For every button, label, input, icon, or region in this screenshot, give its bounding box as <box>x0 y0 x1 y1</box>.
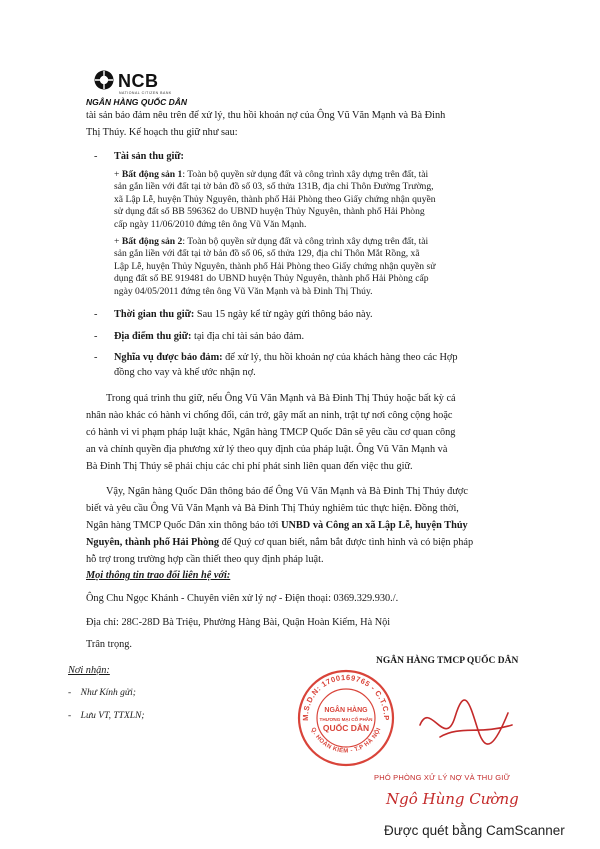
bullet-dash: - <box>94 331 98 342</box>
intro-line-1: tài sản bảo đảm nêu trên để xử lý, thu hồi khoản nợ của Ông Vũ Văn Mạnh và Bà Đinh <box>86 110 446 121</box>
recipient-2: Lưu VT, TTXLN; <box>80 711 145 721</box>
asset-1-line-4: sử dụng đất số BB 596362 do UBND huyện Thủy Nguyên, thành phố Hải Phòng <box>114 206 425 218</box>
signer-org: NGÂN HÀNG TMCP QUỐC DÂN <box>376 656 519 666</box>
para1-line-5: Bà Đinh Thị Thúy sẽ phải chịu các chi phí phát sinh liên quan đến việc thu giữ. <box>86 461 413 472</box>
para2-line-3-b: UNBD và Công an xã Lập Lễ, huyện Thủy <box>281 520 468 531</box>
svg-text:NGÂN HÀNG: NGÂN HÀNG <box>324 707 368 714</box>
recipient-1: Như Kính gửi; <box>80 688 136 698</box>
obligation-row <box>114 352 458 363</box>
asset-2-line-4: dụng đất số BE 919481 do UBND huyện Thủy Nguyên, thành phố Hải Phòng cấp <box>114 273 429 285</box>
svg-text:QUỐC DÂN: QUỐC DÂN <box>322 723 370 733</box>
svg-text:Q. HOÀN KIẾM - T.P HÀ NỘI: Q. HOÀN KIẾM - T.P HÀ NỘI <box>309 726 383 755</box>
time-value: Sau 15 ngày kể từ ngày gửi thông báo này. <box>194 309 373 320</box>
time-label: Thời gian thu giữ: <box>114 309 195 320</box>
asset-2-label: Bất động sản 2 <box>121 236 183 247</box>
bullet-dash: - <box>94 309 98 320</box>
camscanner-watermark: Được quét bằng CamScanner <box>384 823 565 838</box>
recipient-item: - Lưu VT, TTXLN; <box>68 711 145 721</box>
recipients-title: Nơi nhận: <box>68 665 110 676</box>
para2-line-1: Vậy, Ngân hàng Quốc Dân thông báo để Ông Vũ Văn Mạnh và Bà Đinh Thị Thúy được <box>106 486 468 497</box>
svg-text:THƯƠNG MẠI CỔ PHẦN: THƯƠNG MẠI CỔ PHẦN <box>319 717 373 722</box>
para2-line-4 <box>86 537 473 548</box>
para2-line-4-b: để Quý cơ quan biết, nắm bắt được tình hình và có biện pháp <box>219 537 474 548</box>
logo-subtitle: NGÂN HÀNG QUỐC DÂN <box>86 97 188 107</box>
asset-1-line-2: sản gắn liền với đất tại tờ bản đồ số 03, số thửa 131B, địa chỉ Thôn Đường Trường, <box>114 181 434 193</box>
contact-person: Ông Chu Ngọc Khánh - Chuyên viên xử lý nợ - Điện thoại: 0369.329.930./. <box>86 593 399 604</box>
para1-line-4: an và chính quyền địa phương xử lý theo quy định của pháp luật. Ông Vũ Văn Mạnh và <box>86 444 448 455</box>
bullet-dash: - <box>94 352 98 363</box>
signer-role: PHÓ PHÒNG XỬ LÝ NỢ VÀ THU GIỮ <box>374 773 511 782</box>
obligation-label: Nghĩa vụ được bảo đảm: <box>114 352 223 363</box>
logo-name: NCB <box>118 71 159 91</box>
logo-tagline: NATIONAL CITIZEN BANK <box>119 91 172 95</box>
bank-logo <box>86 70 188 110</box>
asset-2: + Bất động sản 2: Toàn bộ quyền sử dụng đất và công trình xây dựng trên đất, tài sản gắn liền với đất tại tờ bản đồ số 06, số thửa 129, địa chỉ Thôn Mắt Rồng, xã Lập Lễ, huyện Thủy Nguyên, thành phố Hải Phòng theo Giấy chứng nhận quyền sử dụng đất số BE 919481 do UBND huyện Thủy Nguyên, thành phố Hải Phòng cấp ngày 04/05/2011 đứng tên ông Vũ Văn Mạnh và bà Đinh Thị Thúy. <box>114 236 534 298</box>
asset-1-line-3: xã Lập Lễ, huyện Thủy Nguyên, thành phố Hải Phòng theo Giấy chứng nhận quyền <box>114 193 436 205</box>
place-value: tại địa chỉ tài sản bảo đảm. <box>191 331 305 342</box>
assets-label: Tài sản thu giữ: <box>114 151 184 162</box>
asset-1-label: Bất động sản 1 <box>121 169 183 180</box>
svg-text:M.S.D.N: 1700169765 - C.T.C.P: M.S.D.N: 1700169765 - C.T.C.P <box>300 672 392 721</box>
signer-name: Ngô Hùng Cường <box>386 790 519 808</box>
para1-line-2: nhân nào khác có hành vi chống đối, cản trở, gây mất an ninh, trật tự nơi công cộng hoặc <box>86 410 453 421</box>
closing: Trân trọng. <box>86 639 132 650</box>
place-row <box>114 331 304 342</box>
place-label: Địa điểm thu giữ: <box>114 331 192 342</box>
company-seal-stamp <box>296 668 396 768</box>
para2-line-5: hỗ trợ trong trường hợp cần thiết theo quy định pháp luật. <box>86 554 324 565</box>
recipient-item: - Như Kính gửi; <box>68 688 136 698</box>
asset-2-line-2: sản gắn liền với đất tại tờ bản đồ số 06, số thửa 129, địa chỉ Thôn Mắt Rồng, xã <box>114 248 420 260</box>
para1-line-3: có hành vi vi phạm pháp luật khác, Ngân hàng TMCP Quốc Dân sẽ yêu cầu cơ quan công <box>86 427 456 438</box>
ncb-logo-icon <box>94 70 114 90</box>
asset-2-line-3: Lập Lễ, huyện Thủy Nguyên, thành phố Hải Phòng theo Giấy chứng nhận quyền sử <box>114 260 436 272</box>
para2-line-3-a: Ngân hàng TMCP Quốc Dân xin thông báo tới <box>86 520 282 531</box>
para2-line-4-a: Nguyên, thành phố Hải Phòng <box>86 537 220 548</box>
para1-line-1: Trong quá trình thu giữ, nếu Ông Vũ Văn Mạnh và Bà Đinh Thị Thúy hoặc bất kỳ cá <box>106 393 456 404</box>
asset-1-line-1: : Toàn bộ quyền sử dụng đất và công trình xây dựng trên đất, tài <box>182 169 429 180</box>
obligation-line-1: để xử lý, thu hồi khoản nợ của khách hàng theo các Hợp <box>222 352 458 363</box>
obligation-line-2: đồng cho vay và khế ước nhận nợ. <box>114 367 256 378</box>
para2-line-3 <box>86 520 468 531</box>
contact-title: Mọi thông tin trao đổi liên hệ với: <box>86 570 231 581</box>
asset-1: + Bất động sản 1: Toàn bộ quyền sử dụng đất và công trình xây dựng trên đất, tài sản gắn liền với đất tại tờ bản đồ số 03, số thửa 131B, địa chỉ Thôn Đường Trường, xã Lập Lễ, huyện Thủy Nguyên, thành phố Hải Phòng theo Giấy chứng nhận quyền sử dụng đất số BB 596362 do UBND huyện Thủy Nguyên, thành phố Hải Phòng cấp ngày 11/06/2010 đứng tên ông Vũ Văn Mạnh. <box>114 169 534 231</box>
asset-1-line-5: cấp ngày 11/06/2010 đứng tên ông Vũ Văn Mạnh. <box>114 218 307 230</box>
handwritten-signature <box>410 695 520 755</box>
bullet-dash: - <box>94 151 98 162</box>
asset-2-line-5: ngày 04/05/2011 đứng tên ông Vũ Văn Mạnh và bà Đinh Thị Thúy. <box>114 285 373 297</box>
contact-address: Địa chỉ: 28C-28D Bà Triệu, Phường Hàng Bài, Quận Hoàn Kiếm, Hà Nội <box>86 617 391 628</box>
time-row <box>114 309 373 320</box>
para2-line-2: biết và yêu cầu Ông Vũ Văn Mạnh và Bà Đinh Thị Thúy nghiêm túc thực hiện. Đồng thời, <box>86 503 459 514</box>
intro-line-2: Thị Thúy. Kế hoạch thu giữ như sau: <box>86 127 238 138</box>
asset-2-line-1: : Toàn bộ quyền sử dụng đất và công trình xây dựng trên đất, tài <box>182 236 429 247</box>
